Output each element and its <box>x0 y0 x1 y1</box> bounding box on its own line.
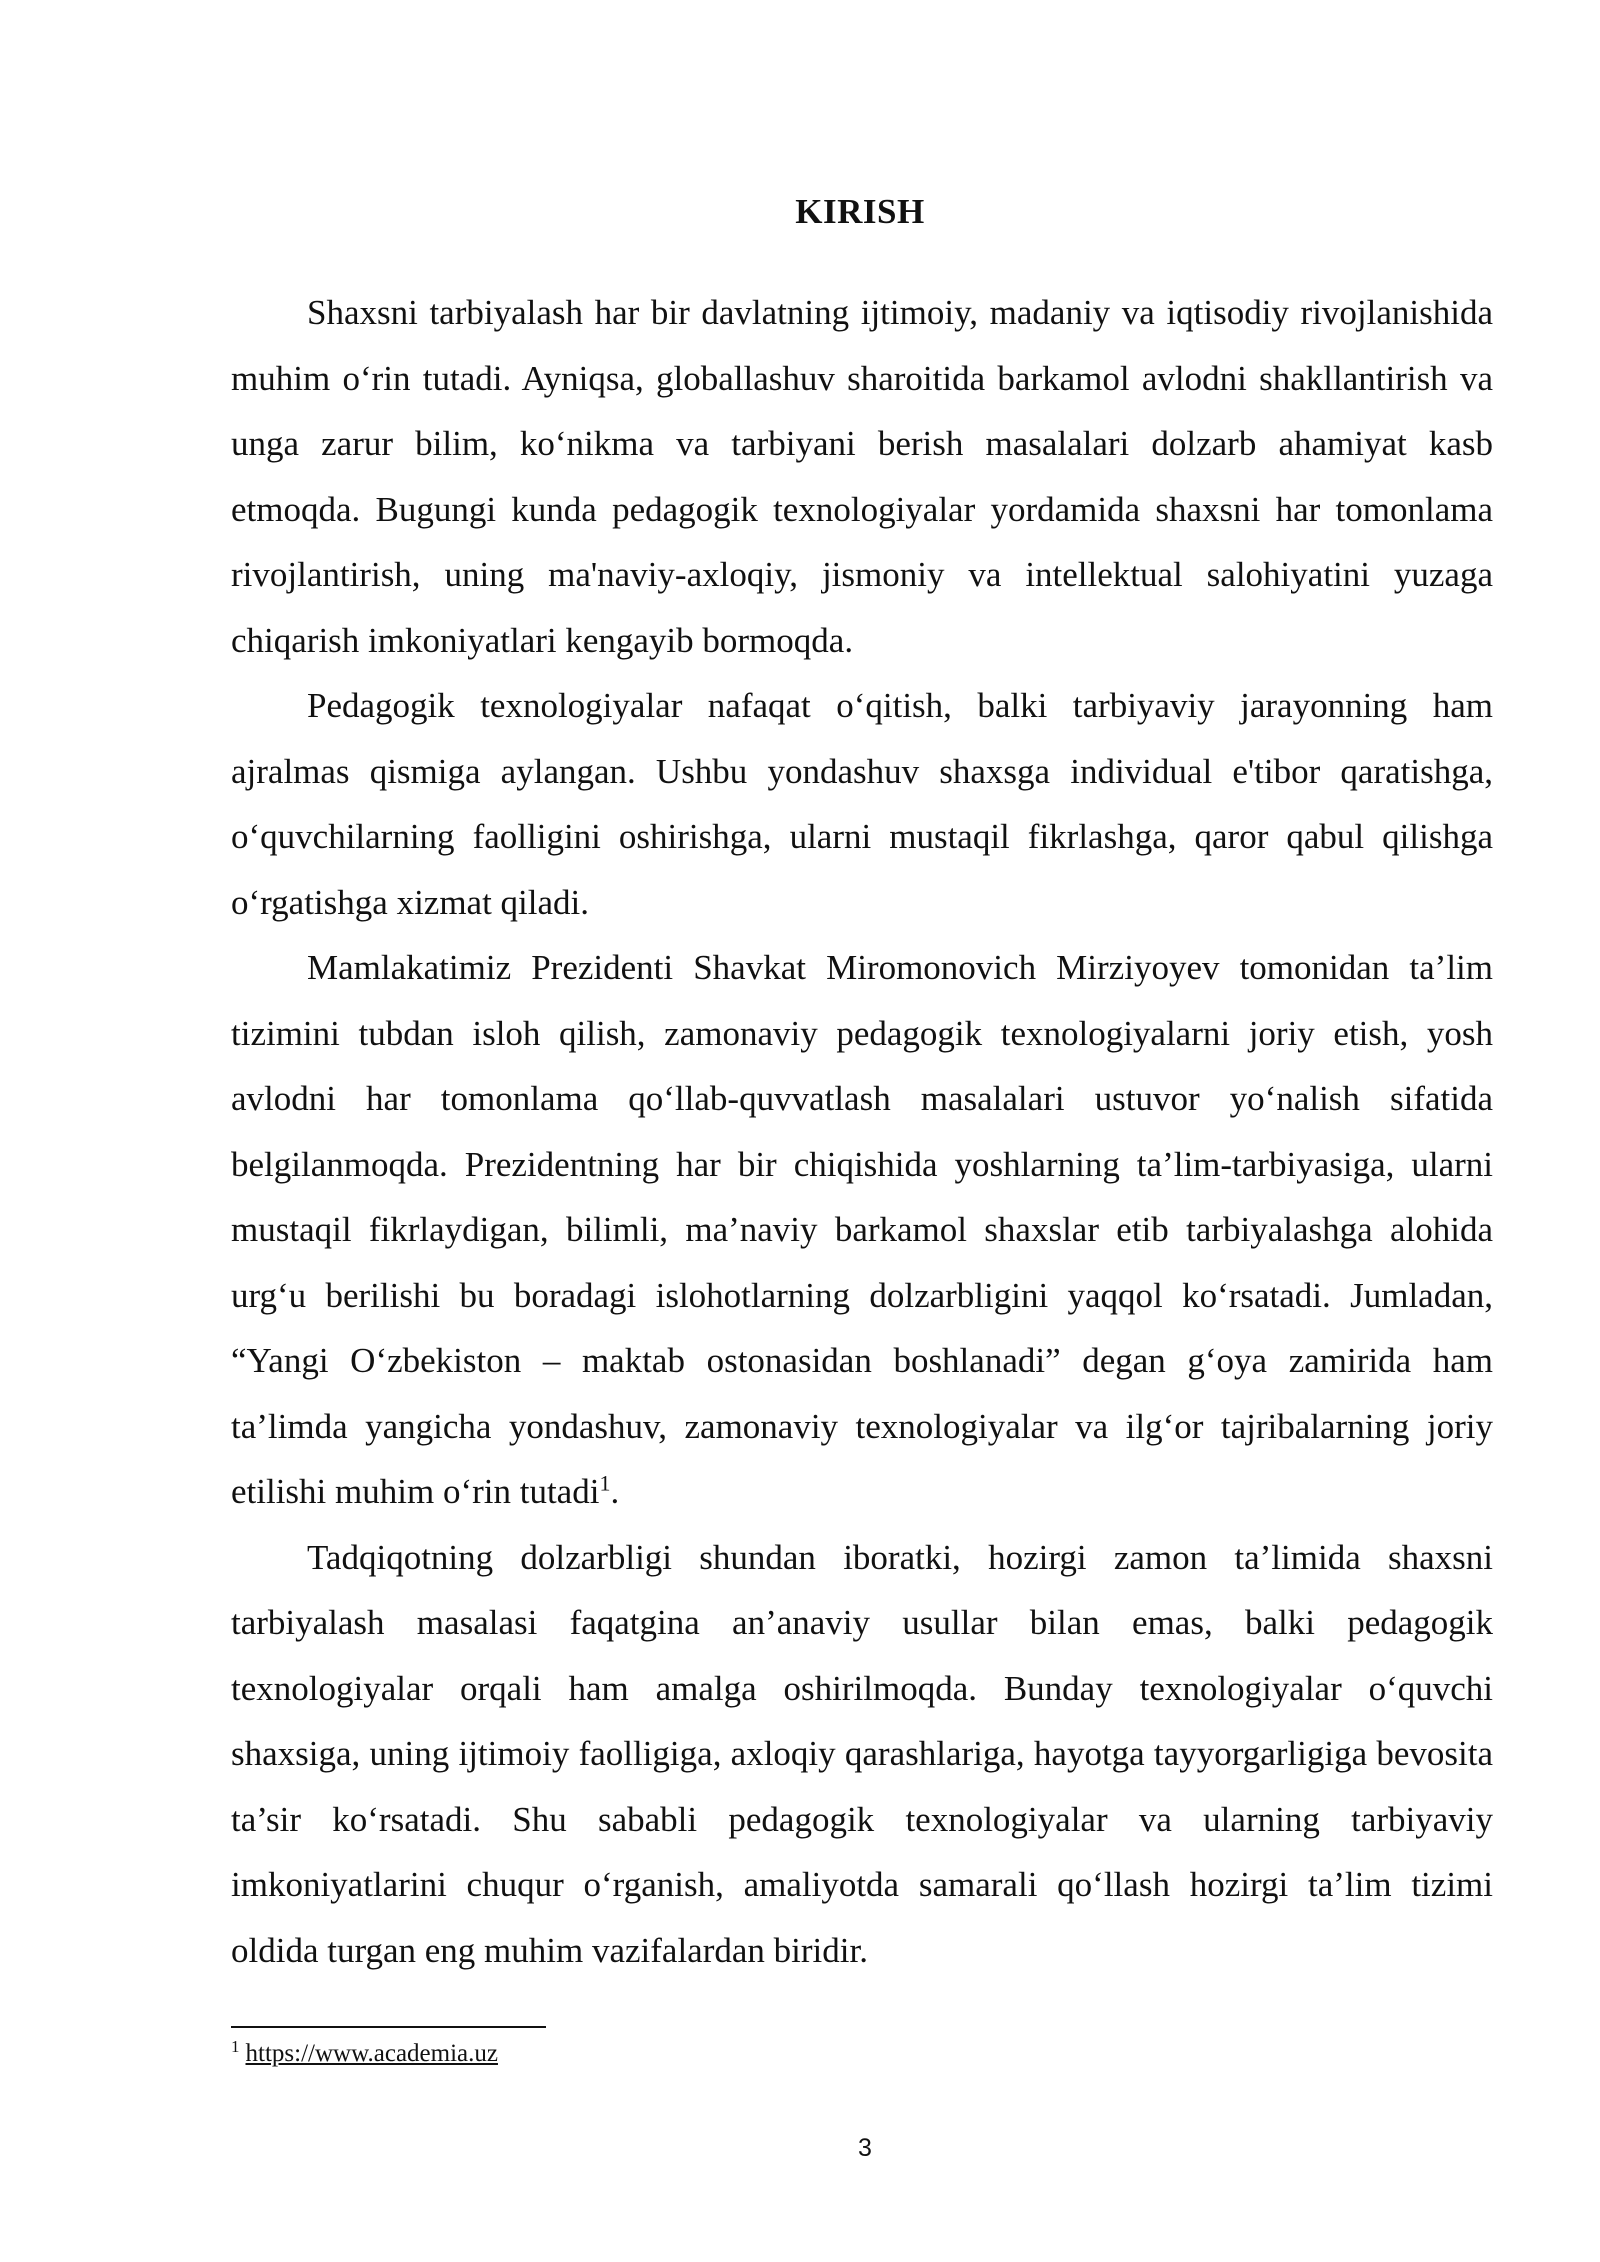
paragraph-3 <box>231 935 1493 1525</box>
footnote <box>231 2037 498 2071</box>
paragraph-3-tail: . <box>610 1472 620 1511</box>
paragraph-4 <box>231 1525 1493 1984</box>
paragraph-2 <box>231 673 1493 935</box>
paragraph-4-text: Tadqiqotning dolzarbligi shundan iboratki, hozirgi zamon ta’limida shaxsni tarbiyalash masalasi faqatgina an’anaviy usullar bilan emas, balki pedagogik texnologiyalar orqali ham amalga oshirilmoqda. Bunday texnologiyalar o‘quvchi shaxsiga, uning ijtimoiy faolligiga, axloqiy qarashlariga, hayotga tayyorgarligiga bevosita ta’sir ko‘rsatadi. Shu sababli pedagogik texnologiyalar va ularning tarbiyaviy imkoniyatlarini chuqur o‘rganish, amaliyotda samarali qo‘llash hozirgi ta’lim tizimi oldida turgan eng muhim vazifalardan biridir. <box>231 1537 1493 1970</box>
footnote-link[interactable]: https://www.academia.uz <box>245 2040 498 2067</box>
paragraph-1 <box>231 280 1493 673</box>
paragraph-3-text: Mamlakatimiz Prezidenti Shavkat Miromonovich Mirziyoyev tomonidan ta’lim tizimini tubdan isloh qilish, zamonaviy pedagogik texnologiyalarni joriy etish, yosh avlodni har tomonlama qo‘llab-quvvatlash masalalari ustuvor yo‘nalish sifatida belgilanmoqda. Prezidentning har bir chiqishida yoshlarning ta’lim-tarbiyasiga, ularni mustaqil fikrlaydigan, bilimli, ma’naviy barkamol shaxslar etib tarbiyalashga alohida urg‘u berilishi bu boradagi islohotlarning dolzarbligini yaqqol ko‘rsatadi. Jumladan, “Yangi O‘zbekiston – maktab ostonasidan boshlanadi” degan g‘oya zamirida ham ta’limda yangicha yondashuv, zamonaviy texnologiyalar va ilg‘or tajribalarning joriy etilishi muhim o‘rin tutadi <box>231 948 1493 1511</box>
page-number: 3 <box>858 2134 872 2162</box>
page-title: KIRISH <box>795 192 925 231</box>
footnote-divider <box>231 2026 546 2028</box>
footnote-reference[interactable]: 1 <box>599 1470 611 1496</box>
paragraph-2-text: Pedagogik texnologiyalar nafaqat o‘qitish, balki tarbiyaviy jarayonning ham ajralmas qismiga aylangan. Ushbu yondashuv shaxsga individual e'tibor qaratishga, o‘quvchilarning faolligini oshirishga, ularni mustaqil fikrlashga, qaror qabul qilishga o‘rgatishga xizmat qiladi. <box>231 686 1493 922</box>
paragraph-1-text: Shaxsni tarbiyalash har bir davlatning ijtimoiy, madaniy va iqtisodiy rivojlanishida muhim o‘rin tutadi. Ayniqsa, globallashuv sharoitida barkamol avlodni shakllantirish va unga zarur bilim, ko‘nikma va tarbiyani berish masalalari dolzarb ahamiyat kasb etmoqda. Bugungi kunda pedagogik texnologiyalar yordamida shaxsni har tomonlama rivojlantirish, uning ma'naviy-axloqiy, jismoniy va intellektual salohiyatini yuzaga chiqarish imkoniyatlari kengayib bormoqda. <box>231 293 1493 660</box>
body-text <box>231 280 1493 1983</box>
footnote-mark: 1 <box>231 2036 240 2056</box>
